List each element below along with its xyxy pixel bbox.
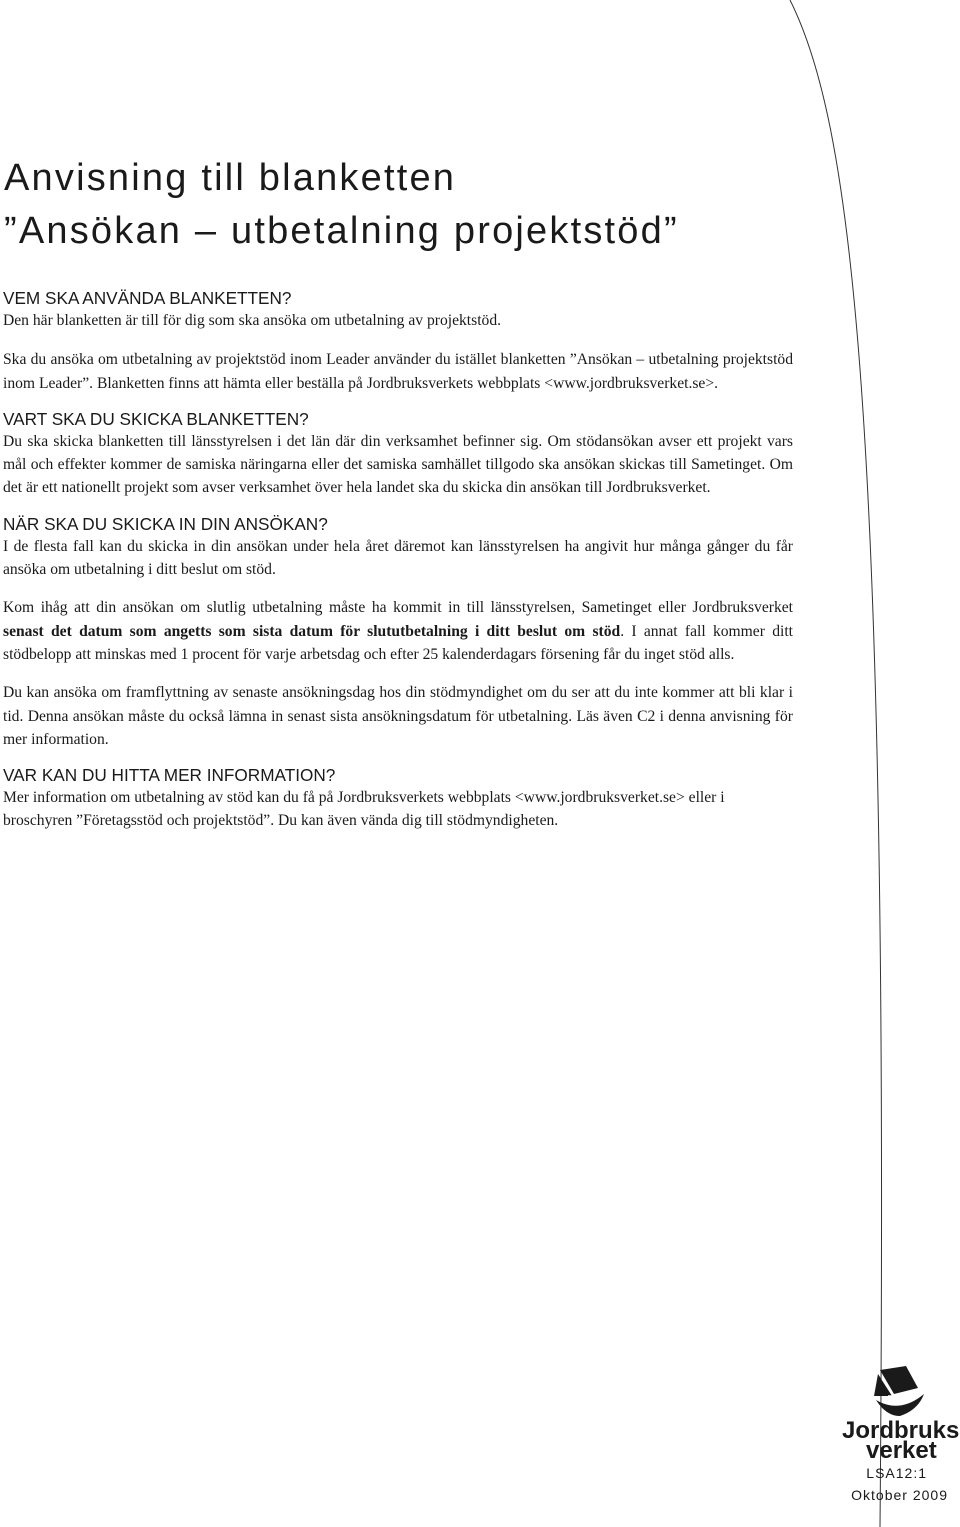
section-heading-where: VART SKA DU SKICKA BLANKETTEN?	[3, 408, 309, 429]
section-heading-who: VEM SKA ANVÄNDA BLANKETTEN?	[3, 288, 292, 308]
logo-text-line-1: Jordbruks	[842, 1417, 960, 1444]
paragraph-when-2-start: Kom ihåg att din ansökan om slutlig utbetalning måste ha kommit in till länsstyrelsen, Sametinget eller Jordbruksverket	[3, 599, 793, 617]
section-heading-info: VAR KAN DU HITTA MER INFORMATION?	[3, 765, 336, 786]
section-heading-when: NÄR SKA DU SKICKA IN DIN ANSÖKAN?	[3, 513, 328, 534]
paragraph-who-2: Ska du ansöka om utbetalning av projektstöd inom Leader använder du istället blanketten ”Ansökan – utbetalning projektstöd inom Leader”. Blanketten finns att hämta eller beställa på Jordbruksverkets webbplats <www.jordbruksverket.se>.	[3, 351, 793, 392]
form-code: LSA12:1	[866, 1465, 927, 1481]
title-line-2: ”Ansökan – utbetalning projektstöd”	[4, 210, 679, 252]
paragraph-when-2	[3, 596, 793, 666]
logo-text-line-2: verket	[866, 1437, 937, 1462]
deadline-emphasis: senast det datum som angetts som sista datum för slututbetalning i ditt beslut om stöd	[3, 622, 621, 640]
logo-emblem-icon	[874, 1366, 924, 1416]
paragraph-when-3: Du kan ansöka om framflyttning av senaste ansökningsdag hos din stödmyndighet om du ser att du inte kommer att bli klar i tid. Denna ansökan måste du också lämna in senast sista ansökningsdatum för utbetalning. Läs även C2 i denna anvisning för mer information.	[3, 684, 793, 748]
form-date: Oktober 2009	[851, 1487, 948, 1503]
jordbruksverket-logo	[838, 1366, 960, 1462]
paragraph-when-2-end: . I annat fall kommer ditt stödbelopp att minskas med 1 procent för varje arbetsdag och efter 25 kalenderdagars försening får du inget stöd alls.	[3, 622, 793, 663]
paragraph-who-1: Den här blanketten är till för dig som ska ansöka om utbetalning av projektstöd.	[3, 312, 502, 329]
paragraph-info-1: Mer information om utbetalning av stöd kan du få på Jordbruksverkets webbplats <www.jordbruksverket.se> eller i broschyren ”Företagsstöd och projektstöd”. Du kan även vända dig till stödmyndigheten.	[3, 789, 725, 830]
paragraph-where-1: Du ska skicka blanketten till länsstyrelsen i det län där din verksamhet befinner sig. Om stödansökan avser ett projekt vars mål och effekter kommer de samiska näringarna eller det samiska samhället tillgodo ska ansökan skickas till Sametinget. Om det är ett nationellt projekt som avser verksamhet över hela landet ska du skicka din ansökan till Jordbruksverket.	[3, 432, 793, 497]
title-line-1: Anvisning till blanketten	[4, 157, 457, 199]
page-title	[4, 152, 824, 258]
document-body	[3, 287, 793, 833]
paragraph-when-1: I de flesta fall kan du skicka in din ansökan under hela året däremot kan länsstyrelsen ha angivit hur många gånger du får ansöka om utbetalning i ditt beslut om stöd.	[3, 537, 793, 579]
